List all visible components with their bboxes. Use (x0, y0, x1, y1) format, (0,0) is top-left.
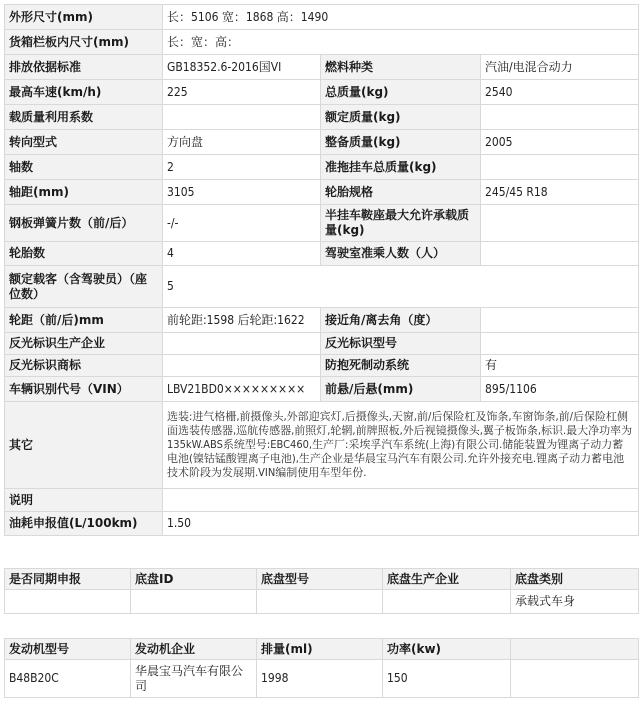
spec-label: 额定载客（含驾驶员）（座位数） (5, 266, 163, 308)
spec-label: 额定质量(kg) (321, 105, 481, 130)
spec-value: 汽油/电混合动力 (481, 55, 639, 80)
spec-label: 反光标识商标 (5, 355, 163, 377)
column-header (511, 639, 639, 660)
spec-value (163, 489, 639, 512)
column-header: 底盘型号 (257, 569, 383, 590)
spec-value: GB18352.6-2016国VI (163, 55, 321, 80)
spec-label: 反光标识生产企业 (5, 333, 163, 355)
spec-value: 1.50 (163, 512, 639, 536)
spec-value: 有 (481, 355, 639, 377)
spec-value: LBV21BD0××××××××× (163, 377, 321, 402)
spec-label: 轮胎规格 (321, 180, 481, 205)
spec-value (163, 355, 321, 377)
spec-value (481, 205, 639, 242)
table-row (5, 377, 639, 402)
table-row (5, 5, 639, 30)
spec-value (481, 105, 639, 130)
spec-value: 3105 (163, 180, 321, 205)
spec-value: 选装:进气格栅,前摄像头,外部迎宾灯,后摄像头,天窗,前/后保险杠及饰条,车窗饰条,前/后保险杠侧面选装传感器,巡航传感器,前照灯,轮辋,前牌照板,外后视镜摄像头,翼子板饰条,标识.最大净功率为135kW.ABS系统型号:EBC460,生产厂:采埃孚汽车系统(上海)有限公司.储能装置为锂离子动力蓄电池(镍钴锰酸锂离子电池),生产企业是华晨宝马汽车有限公司.允许外接充电.锂离子动力蓄电池技术阶段为发展期.VIN编制使用车型年份. (163, 402, 639, 489)
table-row (5, 590, 639, 614)
spec-label: 排放依据标准 (5, 55, 163, 80)
spec-label: 接近角/离去角（度） (321, 308, 481, 333)
spec-label: 整备质量(kg) (321, 130, 481, 155)
table-row (5, 355, 639, 377)
spec-value: 2 (163, 155, 321, 180)
table-row (5, 205, 639, 242)
spec-label: 轴距(mm) (5, 180, 163, 205)
table-cell: 150 (383, 660, 511, 698)
table-row (5, 402, 639, 489)
table-row (5, 512, 639, 536)
spec-value: 895/1106 (481, 377, 639, 402)
table-row (5, 266, 639, 308)
spec-label: 油耗申报值(L/100km) (5, 512, 163, 536)
column-header: 发动机企业 (131, 639, 257, 660)
spec-label: 说明 (5, 489, 163, 512)
spec-label: 货箱栏板内尺寸(mm) (5, 30, 163, 55)
spec-label: 车辆识别代号（VIN） (5, 377, 163, 402)
spec-value: 2005 (481, 130, 639, 155)
spec-value: 225 (163, 80, 321, 105)
spec-label: 燃料种类 (321, 55, 481, 80)
spec-label: 轴数 (5, 155, 163, 180)
spec-label: 载质量利用系数 (5, 105, 163, 130)
spec-label: 最高车速(km/h) (5, 80, 163, 105)
table-header-row (5, 639, 639, 660)
table-row (5, 489, 639, 512)
table-row (5, 660, 639, 698)
table-cell (383, 590, 511, 614)
column-header: 底盘ID (131, 569, 257, 590)
column-header: 是否同期申报 (5, 569, 131, 590)
table-row (5, 30, 639, 55)
spec-value: 2540 (481, 80, 639, 105)
spec-value: 长：宽：高： (163, 30, 639, 55)
spec-label: 防抱死制动系统 (321, 355, 481, 377)
spec-value (163, 333, 321, 355)
table-cell (511, 660, 639, 698)
spec-value (481, 155, 639, 180)
spec-label: 半挂车鞍座最大允许承载质量(kg) (321, 205, 481, 242)
table-row (5, 55, 639, 80)
table-cell: B48B20C (5, 660, 131, 698)
table-cell (5, 590, 131, 614)
spec-value: 4 (163, 242, 321, 266)
table-header-row (5, 569, 639, 590)
spec-label: 转向型式 (5, 130, 163, 155)
table-row (5, 242, 639, 266)
column-header: 底盘类别 (511, 569, 639, 590)
spec-table (4, 4, 639, 536)
table-row (5, 333, 639, 355)
table-cell: 承载式车身 (511, 590, 639, 614)
spec-value: 长：5106 宽：1868 高：1490 (163, 5, 639, 30)
spec-label: 外形尺寸(mm) (5, 5, 163, 30)
spec-value: -/- (163, 205, 321, 242)
spec-value (163, 105, 321, 130)
table-row (5, 80, 639, 105)
column-header: 排量(ml) (257, 639, 383, 660)
spec-value (481, 308, 639, 333)
spec-label: 总质量(kg) (321, 80, 481, 105)
spec-value (481, 242, 639, 266)
table-row (5, 180, 639, 205)
spec-value (481, 333, 639, 355)
spec-label: 准拖挂车总质量(kg) (321, 155, 481, 180)
spec-value: 方向盘 (163, 130, 321, 155)
table-row (5, 105, 639, 130)
table-row (5, 155, 639, 180)
column-header: 功率(kw) (383, 639, 511, 660)
spec-label: 轮胎数 (5, 242, 163, 266)
spec-label: 反光标识型号 (321, 333, 481, 355)
spec-value: 5 (163, 266, 639, 308)
table-row (5, 130, 639, 155)
table-row (5, 308, 639, 333)
spec-label: 钢板弹簧片数（前/后） (5, 205, 163, 242)
table-cell (257, 590, 383, 614)
chassis-table (4, 568, 639, 614)
spec-label: 驾驶室准乘人数（人） (321, 242, 481, 266)
spec-value: 245/45 R18 (481, 180, 639, 205)
spec-label: 前悬/后悬(mm) (321, 377, 481, 402)
spec-label: 其它 (5, 402, 163, 489)
engine-table (4, 638, 639, 698)
spec-value: 前轮距:1598 后轮距:1622 (163, 308, 321, 333)
table-cell: 华晨宝马汽车有限公司 (131, 660, 257, 698)
spec-label: 轮距（前/后)mm (5, 308, 163, 333)
table-cell: 1998 (257, 660, 383, 698)
column-header: 发动机型号 (5, 639, 131, 660)
table-cell (131, 590, 257, 614)
column-header: 底盘生产企业 (383, 569, 511, 590)
